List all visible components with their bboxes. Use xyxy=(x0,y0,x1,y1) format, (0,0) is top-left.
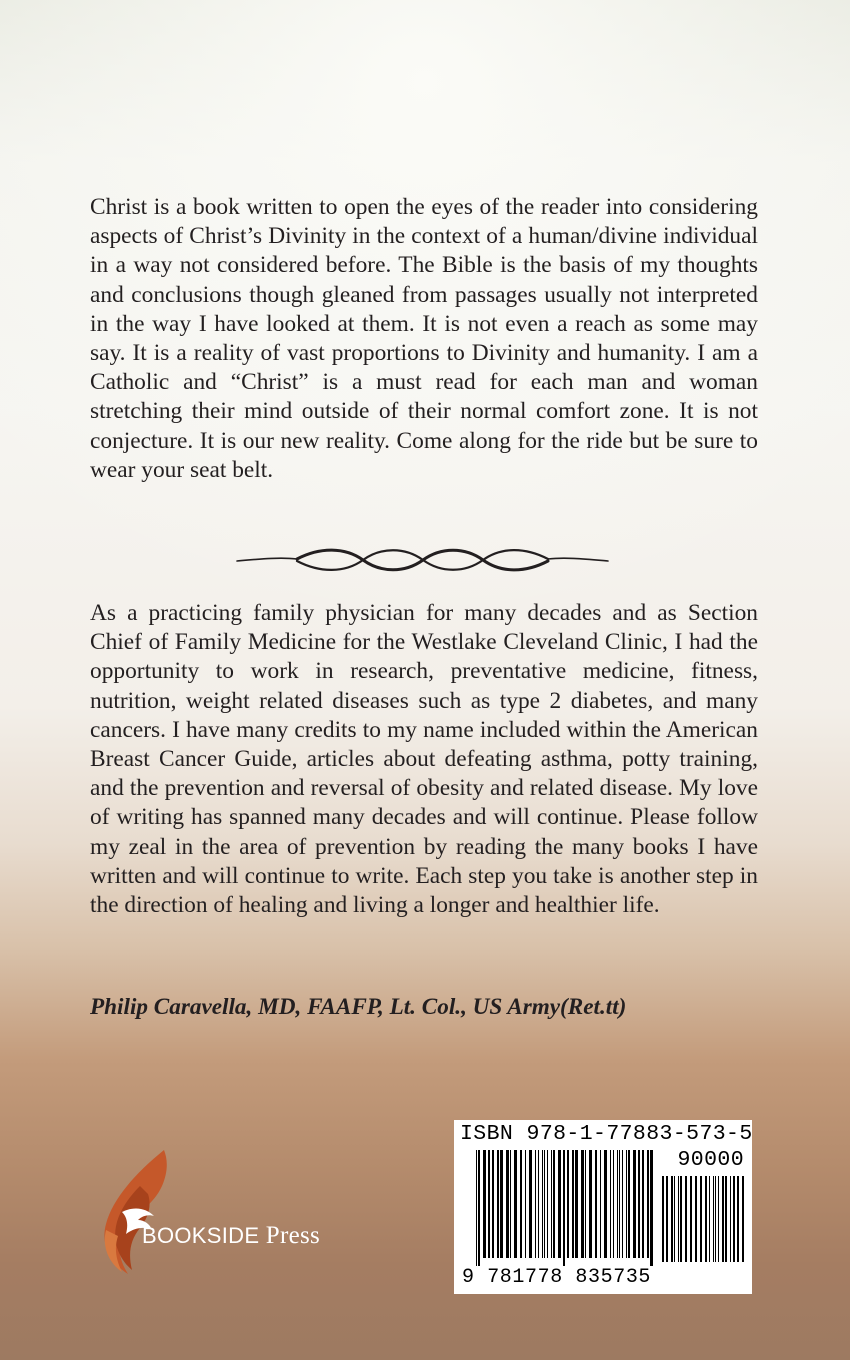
barcode-bar xyxy=(733,1176,735,1262)
barcode-bar xyxy=(575,1150,578,1258)
barcode-bar xyxy=(525,1150,526,1258)
barcode-bar xyxy=(497,1150,499,1258)
book-description: Christ is a book written to open the eyes of the reader into considering aspects of Christ’s Divinity in the context of a human/divine individual in a way not considered before. The Bible is the basis of my thoughts and conclusions though gleaned from passages usually not interpreted in the way I have looked at them. It is not even a reach as some may say. It is a reality of vast proportions to Divinity and humanity. I am a Catholic and “Christ” is a must read for each man and woman stretching their mind outside of their normal comfort zone. It is not conjecture. It is our new reality. Come along for the ride but be sure to wear your seat belt. xyxy=(90,194,758,483)
barcode-bar xyxy=(650,1150,653,1266)
barcode-bar xyxy=(520,1150,522,1258)
barcode-bar xyxy=(563,1150,565,1266)
barcode-bar xyxy=(730,1176,731,1262)
barcode-bar xyxy=(535,1150,536,1258)
barcode-bar xyxy=(551,1150,552,1258)
barcode-bar xyxy=(695,1176,697,1262)
barcode-bar xyxy=(492,1150,494,1258)
barcode-bar xyxy=(626,1150,627,1258)
barcode-bar xyxy=(595,1150,597,1258)
barcode-bar xyxy=(529,1150,532,1258)
barcode-bar xyxy=(742,1176,744,1262)
barcode-bar xyxy=(553,1150,555,1258)
barcode-bar xyxy=(572,1150,574,1258)
isbn-barcode xyxy=(454,1120,752,1294)
barcode-bar xyxy=(617,1150,618,1258)
price-code: 90000 xyxy=(677,1148,744,1172)
barcode-bar xyxy=(589,1150,592,1258)
barcode-bar xyxy=(662,1176,664,1262)
ean-digits: 9 781778 835735 xyxy=(462,1266,652,1289)
barcode-bar xyxy=(633,1150,636,1258)
barcode-bar xyxy=(709,1176,710,1262)
barcode-bar xyxy=(725,1176,727,1262)
barcode-bar xyxy=(700,1176,702,1262)
barcode-bar xyxy=(671,1176,673,1262)
publisher-name xyxy=(142,1222,320,1250)
ornamental-divider-icon xyxy=(235,545,610,575)
barcode-bar xyxy=(600,1150,601,1258)
barcode-bar xyxy=(713,1176,714,1262)
barcode-bar xyxy=(685,1176,687,1262)
barcode-bar xyxy=(622,1150,623,1258)
barcode-bar xyxy=(476,1150,477,1266)
barcode-bar xyxy=(478,1150,480,1266)
publisher-name-light: Press xyxy=(265,1222,321,1249)
flame-bird-logo-icon xyxy=(92,1146,352,1276)
barcode-bar xyxy=(638,1150,640,1258)
barcode-bar xyxy=(715,1176,716,1262)
barcode-bar xyxy=(678,1176,679,1262)
barcode-bar xyxy=(585,1150,586,1258)
author-signature: Philip Caravella, MD, FAAFP, Lt. Col., US Army(Ret.tt) xyxy=(90,994,627,1020)
barcode-bar xyxy=(558,1150,561,1258)
barcode-bar xyxy=(680,1176,682,1262)
isbn-label: ISBN 978-1-77883-573-5 xyxy=(460,1122,753,1146)
barcode-bar xyxy=(547,1150,548,1258)
publisher-name-bold: BOOKSIDE xyxy=(142,1223,260,1248)
barcode-bar xyxy=(567,1150,569,1258)
barcode-bar xyxy=(506,1150,509,1258)
barcode-bar xyxy=(705,1176,707,1262)
barcode-bar xyxy=(514,1150,517,1258)
barcode-bar xyxy=(581,1150,584,1258)
barcode-bar xyxy=(647,1150,649,1258)
barcode-bar xyxy=(544,1150,545,1258)
barcode-bar xyxy=(613,1150,614,1258)
barcode-bar xyxy=(610,1150,611,1258)
barcode-bar xyxy=(604,1150,607,1258)
barcode-bar xyxy=(718,1176,719,1262)
barcode-bar xyxy=(666,1176,668,1262)
barcode-bar xyxy=(674,1176,675,1262)
barcode-bar xyxy=(690,1176,692,1262)
barcode-bar xyxy=(722,1176,724,1262)
barcode-bar xyxy=(737,1176,739,1262)
barcode-bar xyxy=(510,1150,511,1258)
barcode-bar xyxy=(538,1150,539,1258)
barcode-bar xyxy=(619,1150,620,1258)
barcode-bar xyxy=(642,1150,644,1258)
author-bio: As a practicing family physician for many decades and as Section Chief of Family Medicine for the Westlake Cleveland Clinic, I had the opportunity to work in research, preventative medicine, fitness, nutrition, weight related diseases such as type 2 diabetes, and many cancers. I have many credits to my name included within the American Breast Cancer Guide, articles about defeating asthma, potty training, and the prevention and reversal of obesity and related disease. My love of writing has spanned many decades and will continue. Please follow my zeal in the area of prevention by reading the many books I have written and will continue to write. Each step you take is another step in the direction of healing and living a longer and healthier life. xyxy=(90,600,758,919)
barcode-bar xyxy=(483,1150,486,1258)
barcode-bar xyxy=(628,1150,630,1258)
barcode-bar xyxy=(500,1150,503,1258)
barcode-bar xyxy=(488,1150,490,1258)
barcode-bar xyxy=(542,1150,543,1258)
